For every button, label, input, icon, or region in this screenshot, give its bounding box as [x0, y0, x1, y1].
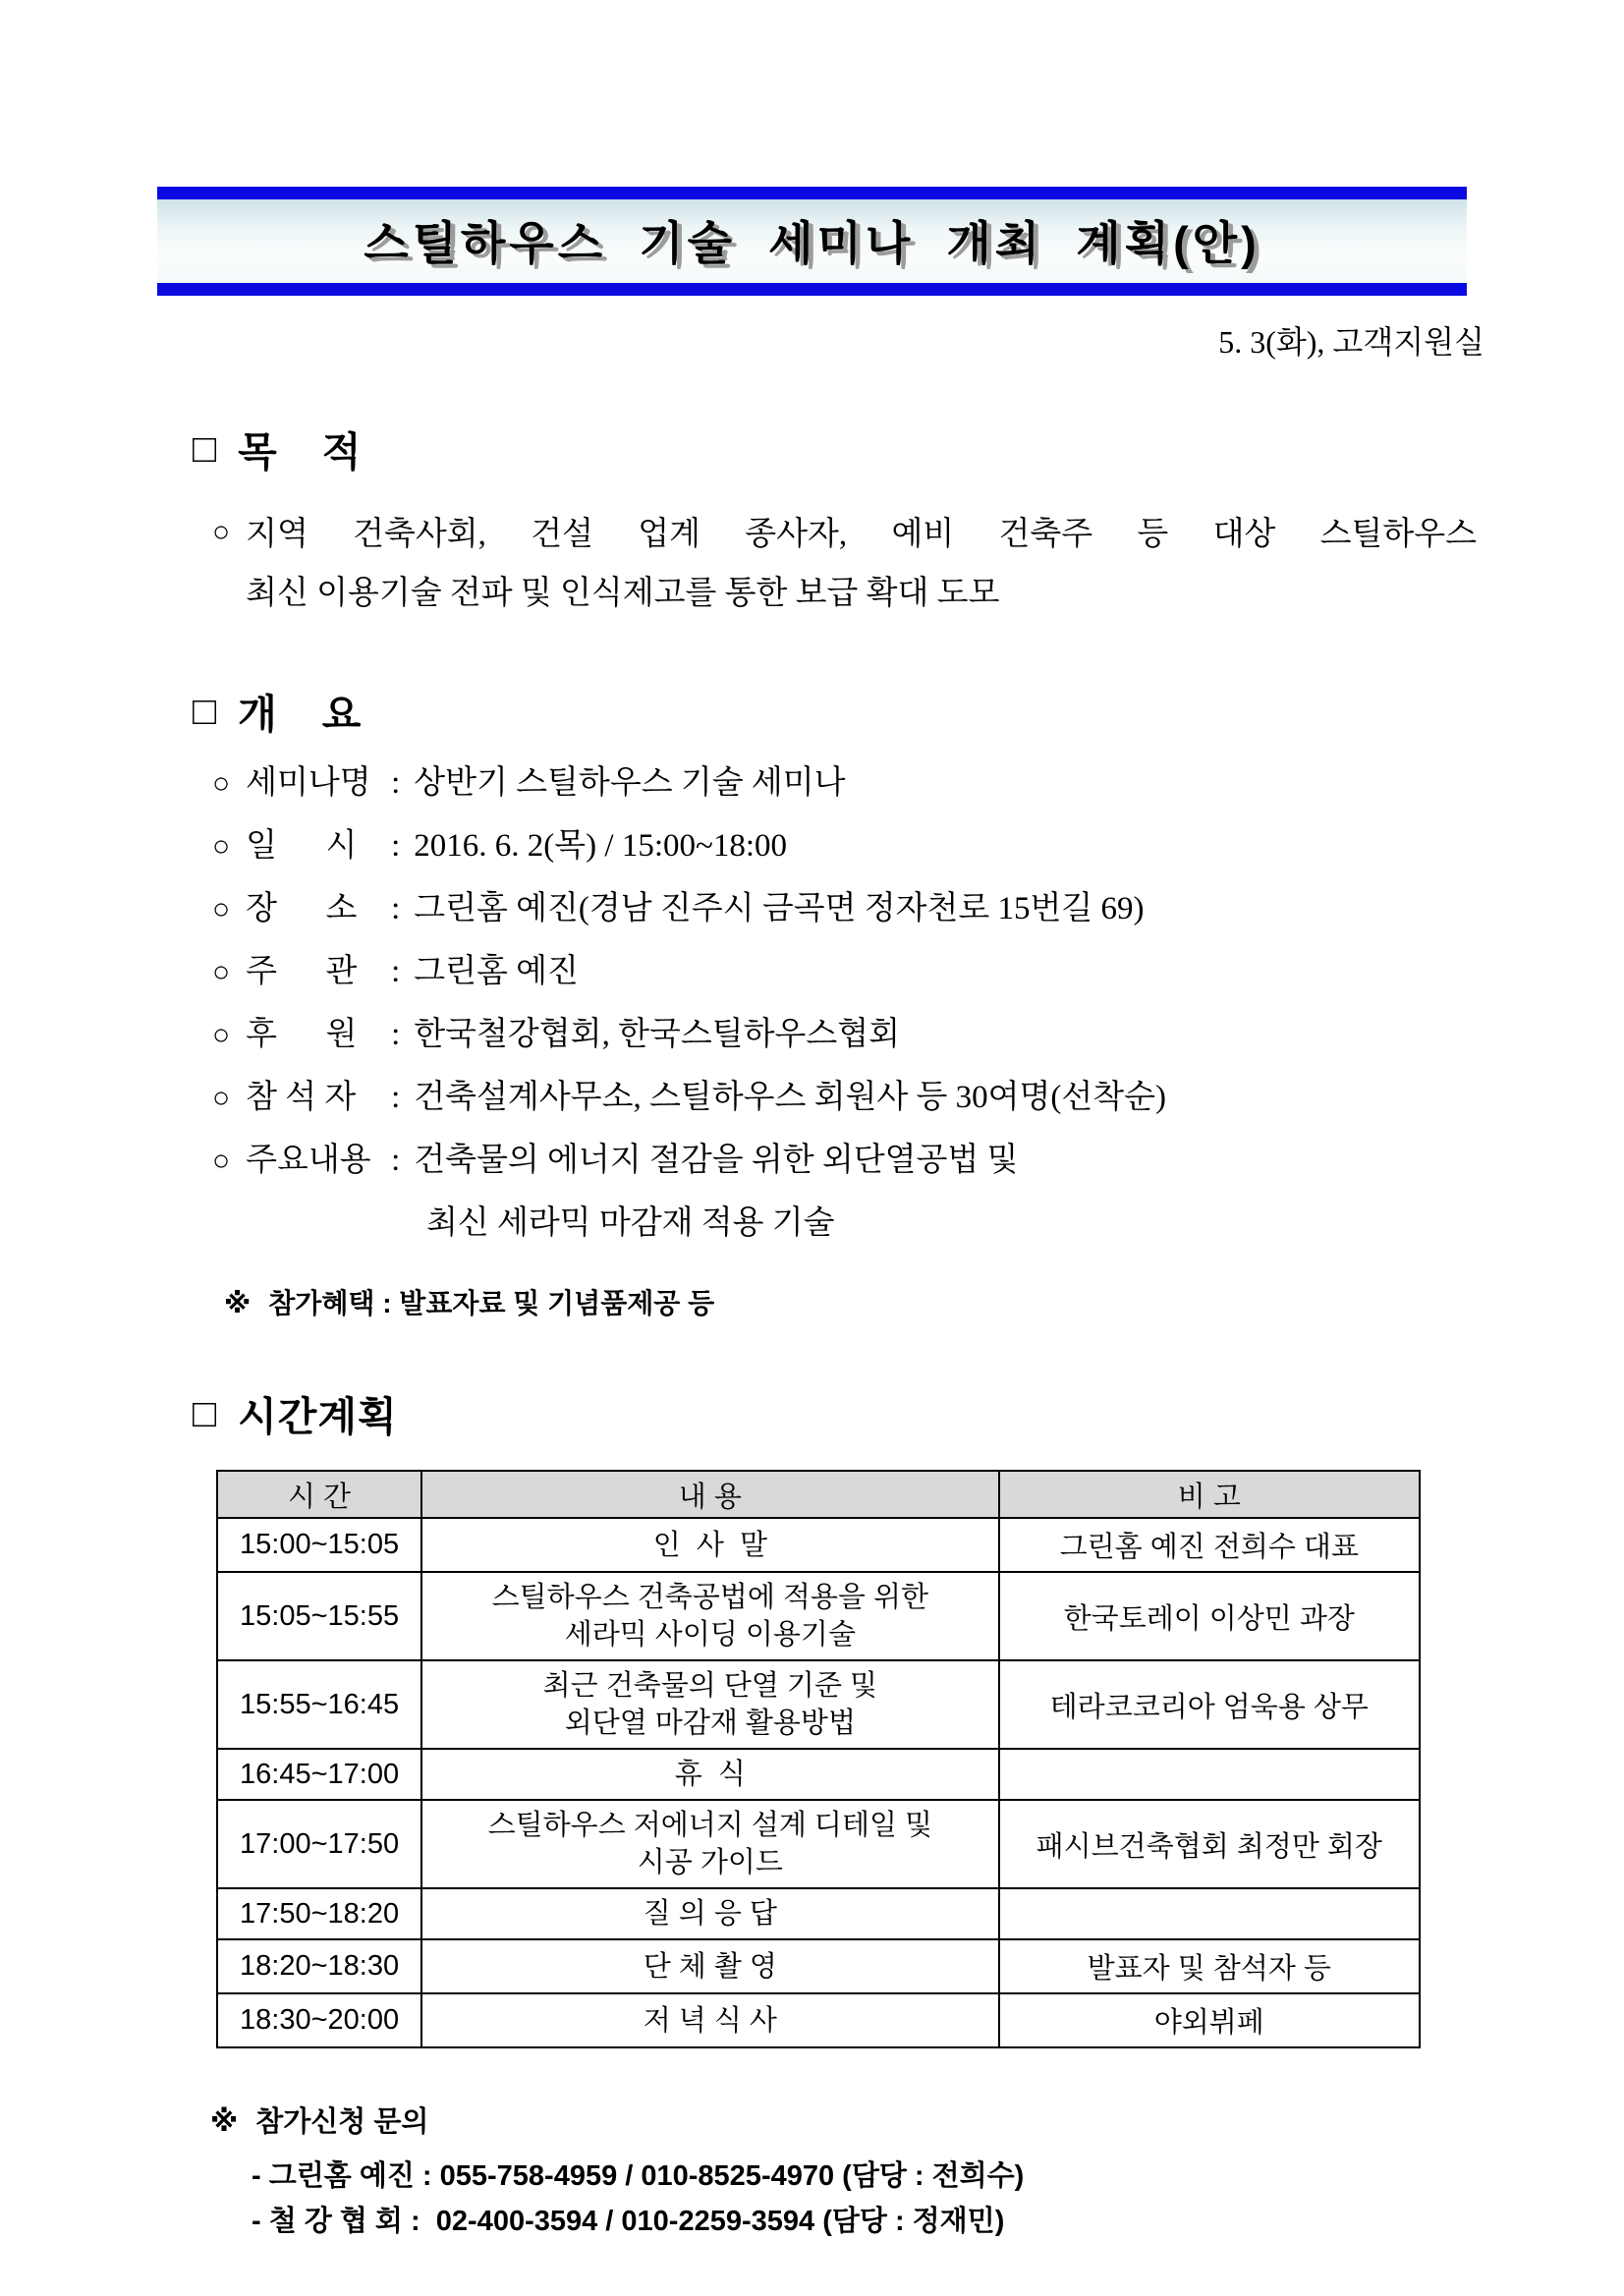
purpose-line: 지역 건축사회, 건설 업계 종사자, 예비 건축주 등 대상 스틸하우스 — [246, 517, 1477, 552]
overview-item-main-content — [0, 1143, 1624, 1179]
note-cell: 그린홈 예진 전희수 대표 — [999, 1518, 1420, 1572]
overview-item-label: 세미나명 — [246, 765, 371, 801]
contact-heading — [210, 2100, 1624, 2140]
reference-mark-icon: ※ — [224, 1288, 252, 1318]
banner-bottom-rule — [157, 283, 1467, 296]
content-cell — [421, 1572, 999, 1660]
circle-bullet-icon: ○ — [212, 830, 231, 863]
time-cell: 15:00~15:05 — [217, 1518, 421, 1572]
overview-item-value: 건축설계사무소, 스틸하우스 회원사 등 30여명(선착순) — [414, 1080, 1166, 1115]
overview-item-value: 건축물의 에너지 절감을 위한 외단열공법 및 — [414, 1143, 1019, 1178]
note-cell — [999, 1749, 1420, 1800]
table-row — [217, 1800, 1420, 1888]
overview-item-label: 주요내용 — [246, 1143, 371, 1178]
circle-bullet-icon: ○ — [212, 1019, 231, 1051]
column-header-note: 비 고 — [999, 1471, 1420, 1518]
table-row — [217, 1888, 1420, 1939]
label-separator: : — [391, 1143, 401, 1178]
overview-item-label: 후 원 — [246, 1017, 358, 1052]
overview-item-label: 장 소 — [246, 891, 358, 926]
overview-item-label: 주 관 — [246, 954, 358, 989]
square-bullet-icon: □ — [193, 688, 217, 733]
document-title: 스틸하우스 기술 세미나 개최 계획(안) — [364, 217, 1260, 269]
schedule-table — [216, 1470, 1421, 2048]
content-cell — [421, 1939, 999, 1993]
content-line: 외단열 마감재 활용방법 — [564, 1708, 856, 1739]
circle-bullet-icon: ○ — [212, 1145, 231, 1177]
square-bullet-icon: □ — [193, 425, 217, 471]
content-line: 질 의 응 답 — [643, 1898, 777, 1930]
content-cell — [421, 1888, 999, 1939]
label-separator: : — [391, 891, 401, 926]
time-cell: 15:05~15:55 — [217, 1572, 421, 1660]
column-header-content: 내 용 — [421, 1471, 999, 1518]
schedule-heading-label: 시간계획 — [238, 1394, 398, 1439]
benefit-note-text: 참가혜택 : 발표자료 및 기념품제공 등 — [268, 1288, 715, 1318]
table-row — [217, 1993, 1420, 2047]
column-header-time: 시 간 — [217, 1471, 421, 1518]
note-cell: 한국토레이 이상민 과장 — [999, 1572, 1420, 1660]
overview-heading-label: 개 요 — [238, 692, 363, 737]
content-line: 휴 식 — [674, 1759, 746, 1790]
time-cell: 16:45~17:00 — [217, 1749, 421, 1800]
content-line: 최근 건축물의 단열 기준 및 — [542, 1670, 878, 1702]
reference-mark-icon: ※ — [210, 2106, 239, 2138]
content-line: 시공 가이드 — [637, 1847, 783, 1878]
purpose-body — [212, 507, 1477, 621]
benefit-note — [224, 1282, 1624, 1321]
circle-bullet-icon: ○ — [212, 767, 231, 800]
overview-item-seminar-name — [0, 765, 1624, 802]
section-heading-purpose — [193, 420, 1624, 477]
contact-block — [210, 2100, 1624, 2244]
section-heading-overview — [193, 682, 1624, 740]
overview-item-label: 참 석 자 — [246, 1080, 357, 1115]
content-cell — [421, 1800, 999, 1888]
circle-bullet-icon: ○ — [212, 516, 231, 548]
square-bullet-icon: □ — [193, 1390, 217, 1435]
label-separator: : — [391, 1017, 401, 1052]
banner-background — [157, 199, 1467, 283]
content-line: 저 녁 식 사 — [643, 2004, 777, 2037]
overview-item-value: 2016. 6. 2(목) / 15:00~18:00 — [414, 828, 788, 864]
time-cell: 18:30~20:00 — [217, 1993, 421, 2047]
contact-line-greenhome: - 그린홈 예진 : 055-758-4959 / 010-8525-4970 (담당 : 전희수) — [252, 2160, 1025, 2192]
table-header-row — [217, 1471, 1420, 1518]
table-row — [217, 1660, 1420, 1749]
content-line: 인 사 말 — [652, 1529, 767, 1561]
overview-item-value: 그린홈 예진(경남 진주시 금곡면 정자천로 15번길 69) — [414, 891, 1145, 926]
content-line: 단 체 촬 영 — [643, 1950, 777, 1983]
content-line: 스틸하우스 건축공법에 적용을 위한 — [491, 1582, 929, 1613]
date-department-line: 5. 3(화), 고객지원실 — [1218, 324, 1484, 360]
purpose-line: 최신 이용기술 전파 및 인식제고를 통한 보급 확대 도모 — [246, 576, 1000, 611]
time-cell: 17:00~17:50 — [217, 1800, 421, 1888]
overview-item-value: 상반기 스틸하우스 기술 세미나 — [414, 765, 846, 801]
circle-bullet-icon: ○ — [212, 956, 231, 988]
note-cell: 야외뷔페 — [999, 1993, 1420, 2047]
purpose-text — [246, 507, 1477, 621]
overview-item-place — [0, 891, 1624, 927]
content-cell — [421, 1518, 999, 1572]
overview-item-sponsor — [0, 1017, 1624, 1053]
contact-heading-text: 참가신청 문의 — [255, 2106, 429, 2138]
time-cell: 15:55~16:45 — [217, 1660, 421, 1749]
label-separator: : — [391, 828, 401, 864]
table-row — [217, 1572, 1420, 1660]
time-cell: 18:20~18:30 — [217, 1939, 421, 1993]
overview-item-attendees — [0, 1080, 1624, 1116]
contact-lines — [252, 2154, 1624, 2244]
overview-item-value: 그린홈 예진 — [414, 954, 579, 989]
overview-item-organizer — [0, 954, 1624, 990]
label-separator: : — [391, 765, 401, 801]
table-row — [217, 1939, 1420, 1993]
content-cell — [421, 1749, 999, 1800]
note-cell — [999, 1888, 1420, 1939]
purpose-heading-label: 목 적 — [238, 429, 363, 475]
overview-item-datetime — [0, 828, 1624, 865]
note-cell: 패시브건축협회 최정만 회장 — [999, 1800, 1420, 1888]
overview-item-value-continued: 최신 세라믹 마감재 적용 기술 — [426, 1205, 835, 1241]
content-cell — [421, 1993, 999, 2047]
note-cell: 발표자 및 참석자 등 — [999, 1939, 1420, 1993]
content-line: 세라믹 사이딩 이용기술 — [564, 1619, 856, 1651]
circle-bullet-icon: ○ — [212, 1082, 231, 1114]
overview-item-label: 일 시 — [246, 828, 358, 864]
table-row — [217, 1749, 1420, 1800]
label-separator: : — [391, 1080, 401, 1115]
note-cell: 테라코코리아 엄욱용 상무 — [999, 1660, 1420, 1749]
time-cell: 17:50~18:20 — [217, 1888, 421, 1939]
overview-list — [0, 765, 1624, 1241]
circle-bullet-icon: ○ — [212, 893, 231, 925]
table-row — [217, 1518, 1420, 1572]
section-heading-schedule — [193, 1384, 1624, 1442]
contact-line-steel-association: - 철 강 협 회 : 02-400-3594 / 010-2259-3594 (담당 : 정재민) — [252, 2206, 1005, 2237]
label-separator: : — [391, 954, 401, 989]
content-cell — [421, 1660, 999, 1749]
content-line: 스틸하우스 저에너지 설계 디테일 및 — [487, 1810, 933, 1841]
title-banner — [157, 187, 1467, 296]
overview-item-value: 한국철강협회, 한국스틸하우스협회 — [414, 1017, 900, 1052]
banner-top-rule — [157, 187, 1467, 199]
